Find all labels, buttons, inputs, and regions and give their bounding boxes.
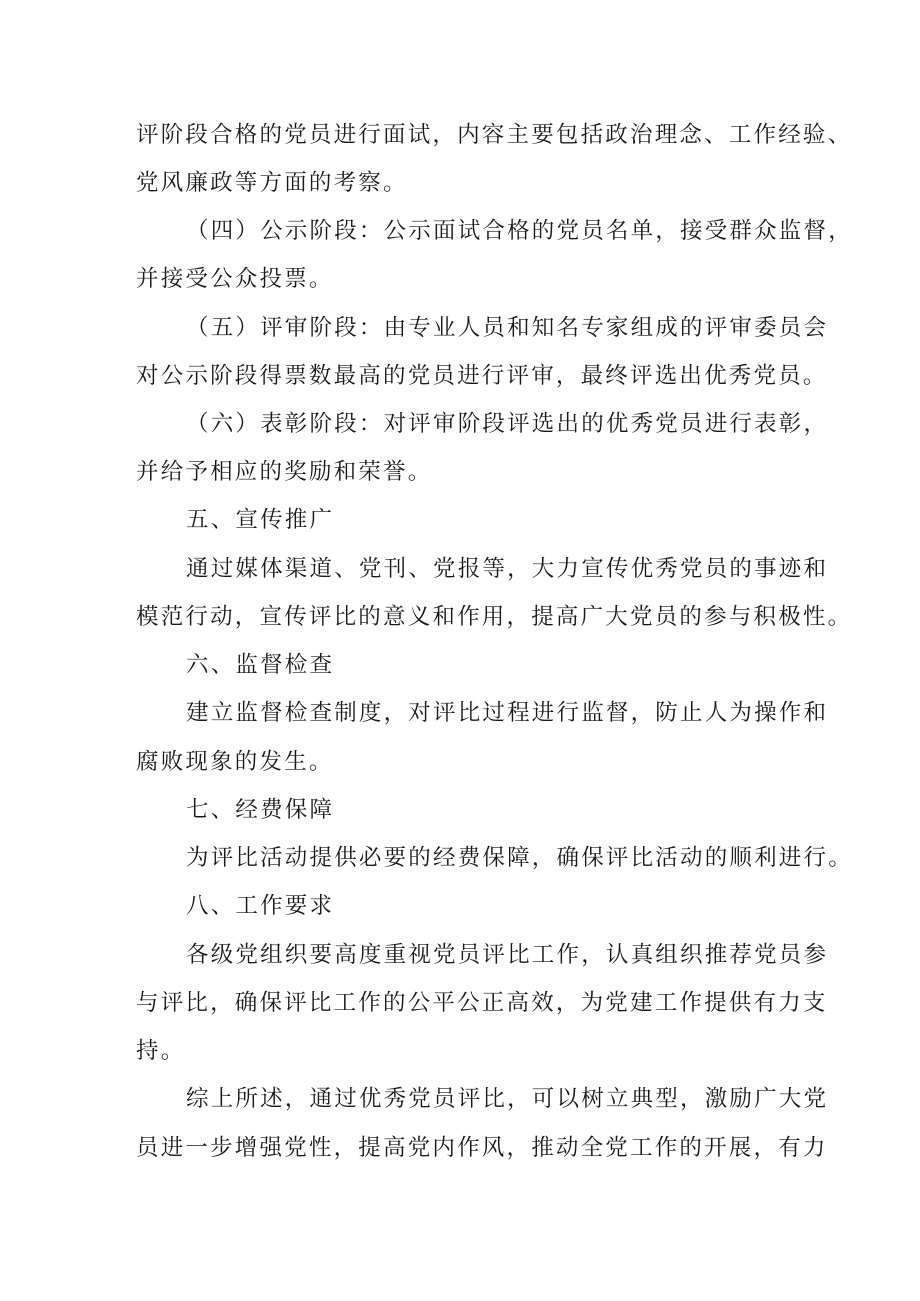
text-line-2: 党风廉政等方面的考察。: [136, 170, 408, 196]
text-line-20: 持。: [136, 1038, 186, 1064]
text-line-21: 综上所述，通过优秀党员评比，可以树立典型，激励广大党: [186, 1086, 829, 1112]
section-heading-5: 五、宣传推广: [186, 507, 335, 533]
text-line-3: （四）公示阶段：公示面试合格的党员名单，接受群众监督，: [186, 218, 853, 244]
text-line-7: （六）表彰阶段：对评审阶段评选出的优秀党员进行表彰，: [186, 411, 829, 437]
text-line-8: 并给予相应的奖励和荣誉。: [136, 459, 433, 485]
section-heading-6: 六、监督检查: [186, 652, 335, 678]
text-line-13: 建立监督检查制度，对评比过程进行监督，防止人为操作和: [186, 700, 829, 726]
text-line-11: 模范行动，宣传评比的意义和作用，提高广大党员的参与积极性。: [136, 604, 853, 630]
text-line-4: 并接受公众投票。: [136, 266, 334, 292]
text-line-14: 腐败现象的发生。: [136, 749, 334, 775]
text-line-19: 与评比，确保评比工作的公平公正高效，为党建工作提供有力支: [136, 990, 828, 1016]
text-line-1: 评阶段合格的党员进行面试，内容主要包括政治理念、工作经验、: [136, 122, 853, 148]
text-line-5: （五）评审阶段：由专业人员和知名专家组成的评审委员会: [186, 315, 829, 341]
text-line-18: 各级党组织要高度重视党员评比工作，认真组织推荐党员参: [186, 942, 829, 968]
text-line-22: 员进一步增强党性，提高党内作风，推动全党工作的开展，有力: [136, 1135, 828, 1161]
section-heading-7: 七、经费保障: [186, 797, 335, 823]
text-line-16: 为评比活动提供必要的经费保障，确保评比活动的顺利进行。: [186, 845, 853, 871]
text-line-10: 通过媒体渠道、党刊、党报等，大力宣传优秀党员的事迹和: [186, 556, 829, 582]
section-heading-8: 八、工作要求: [186, 893, 335, 919]
text-line-6: 对公示阶段得票数最高的党员进行评审，最终评选出优秀党员。: [136, 363, 828, 389]
